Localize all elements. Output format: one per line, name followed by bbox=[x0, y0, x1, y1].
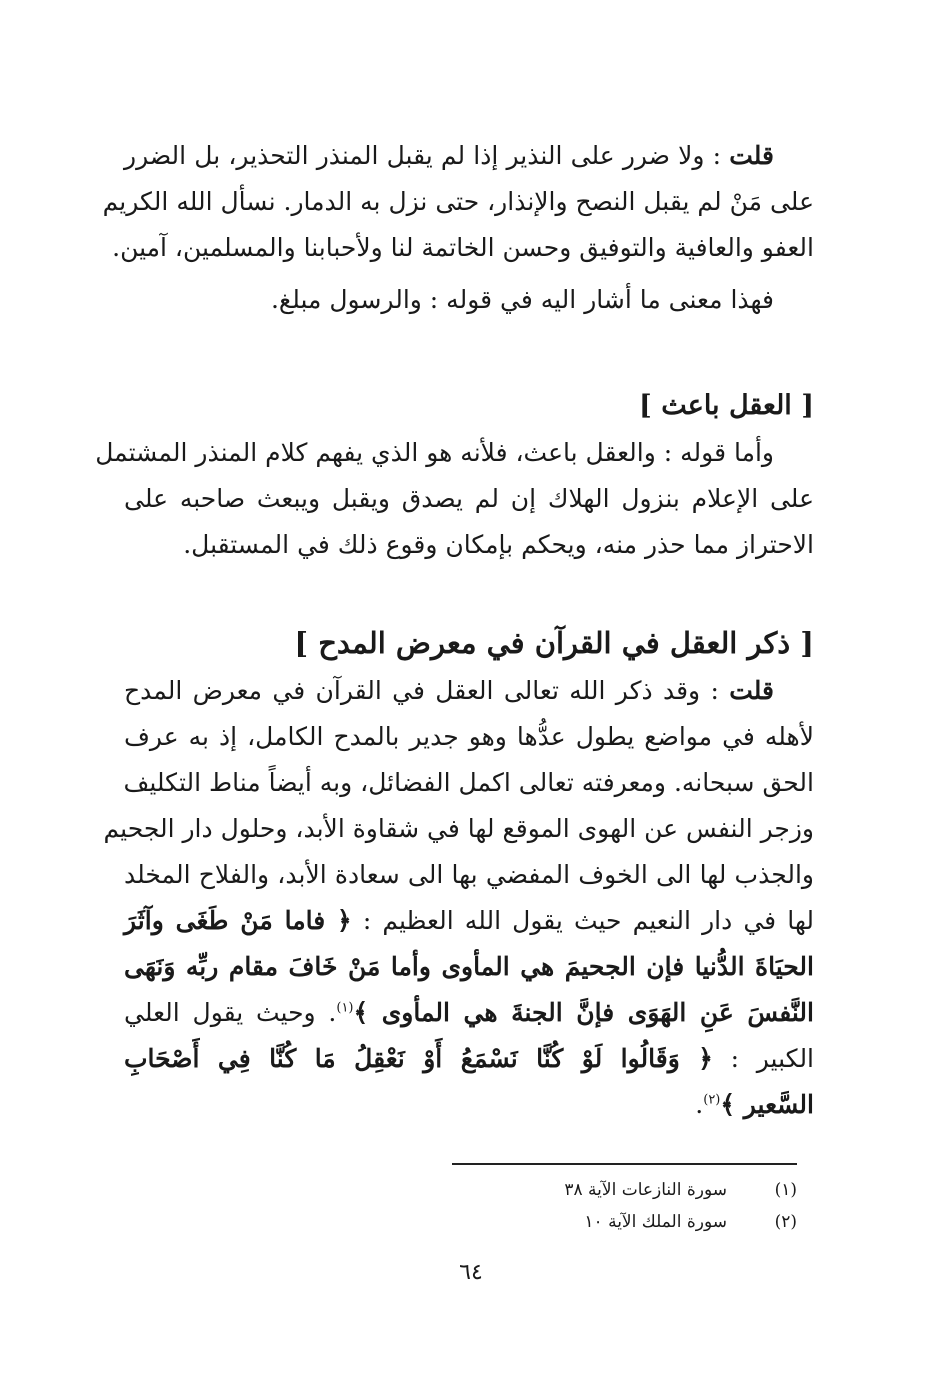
paragraph-line bbox=[124, 1082, 814, 1128]
quran-verse: ﴿ فاما مَنْ طَغَى وآثَرَ bbox=[124, 906, 352, 935]
paragraph-line bbox=[124, 898, 814, 944]
paragraph-line bbox=[124, 668, 814, 714]
paragraph-line: الاحتراز مما حذر منه، ويحكم بإمكان وقوع ذلك في المستقبل. bbox=[183, 530, 814, 559]
paragraph-line: على الإعلام بنزول الهلاك إن لم يصدق ويقبل ويبعث صاحبه على bbox=[124, 484, 814, 513]
quran-verse: النَّفسَ عَنِ الهَوَى فإنَّ الجنةَ هي المأوى ﴾ bbox=[353, 998, 814, 1027]
paragraph-text: : وقد ذكر الله تعالى العقل في القرآن في معرض المدح bbox=[124, 676, 719, 705]
paragraph-text: لها في دار النعيم حيث يقول الله العظيم : bbox=[362, 906, 814, 935]
paragraph-line: فهذا معنى ما أشار اليه في قوله : والرسول مبلغ. bbox=[270, 285, 774, 314]
paragraph-line: على مَنْ لم يقبل النصح والإنذار، حتى نزل به الدمار. نسأل الله الكريم bbox=[102, 187, 814, 216]
paragraph-line: العفو والعافية والتوفيق وحسن الخاتمة لنا ولأحبابنا والمسلمين، آمين. bbox=[112, 233, 814, 262]
footnote-number: (٢) bbox=[774, 1212, 797, 1232]
section-heading: [ ذكر العقل في القرآن في معرض المدح ] bbox=[294, 626, 814, 660]
paragraph-line: وزجر النفس عن الهوى الموقع لها في شقاوة الأبد، وحلول دار الجحيم bbox=[103, 814, 814, 843]
page-number: ٦٤ bbox=[459, 1260, 483, 1285]
paragraph-line: والجذب لها الى الخوف المفضي بها الى سعادة الأبد، والفلاح المخلد bbox=[124, 860, 814, 889]
quran-verse: ﴿ وَقَالُوا لَوْ كُنَّا نَسْمَعُ أَوْ نَعْقِلُ مَا كُنَّا فِي أَصْحَابِ bbox=[124, 1044, 713, 1073]
footnote-marker: (٢) bbox=[703, 1092, 721, 1108]
footnote-text: سورة النازعات الآية ٣٨ bbox=[564, 1180, 727, 1200]
quran-verse: السَّعير ﴾ bbox=[720, 1090, 814, 1119]
paragraph-text: . bbox=[695, 1090, 704, 1119]
paragraph-line: الحق سبحانه. ومعرفته تعالى اكمل الفضائل، وبه أيضاً مناط التكليف bbox=[123, 768, 814, 797]
quran-verse-line: الحيَاةَ الدُّنيا فإن الجحيمَ هي المأوى وأما مَنْ خَافَ مقام ربِّه وَنَهَى bbox=[124, 952, 814, 981]
paragraph-line bbox=[124, 990, 814, 1036]
paragraph-3 bbox=[95, 430, 814, 568]
paragraph-2 bbox=[124, 277, 814, 323]
footnote-divider bbox=[452, 1163, 797, 1165]
footnote-marker: (١) bbox=[336, 1000, 354, 1016]
footnote-text: سورة الملك الآية ١٠ bbox=[584, 1212, 727, 1232]
footnote bbox=[467, 1175, 797, 1205]
paragraph-lead-word: قلت bbox=[729, 676, 774, 705]
paragraph-line bbox=[124, 133, 814, 179]
footnote-number: (١) bbox=[774, 1180, 797, 1200]
paragraph-line: لأهله في مواضع يطول عدُّها وهو جدير بالمدح الكامل، إذ به عرف bbox=[124, 722, 814, 751]
paragraph-lead-word: قلت bbox=[729, 141, 774, 170]
paragraph-1 bbox=[102, 133, 814, 271]
footnote bbox=[467, 1207, 797, 1237]
paragraph-text: الكبير : bbox=[730, 1044, 815, 1073]
paragraph-line bbox=[124, 1036, 814, 1082]
paragraph-4 bbox=[103, 668, 815, 1128]
paragraph-text: . وحيث يقول العلي bbox=[124, 998, 337, 1027]
paragraph-text: : ولا ضرر على النذير إذا لم يقبل المنذر التحذير، بل الضرر bbox=[124, 141, 722, 170]
paragraph-line: وأما قوله : والعقل باعث، فلأنه هو الذي يفهم كلام المنذر المشتمل bbox=[95, 438, 774, 467]
section-heading: [ العقل باعث ] bbox=[639, 390, 814, 421]
